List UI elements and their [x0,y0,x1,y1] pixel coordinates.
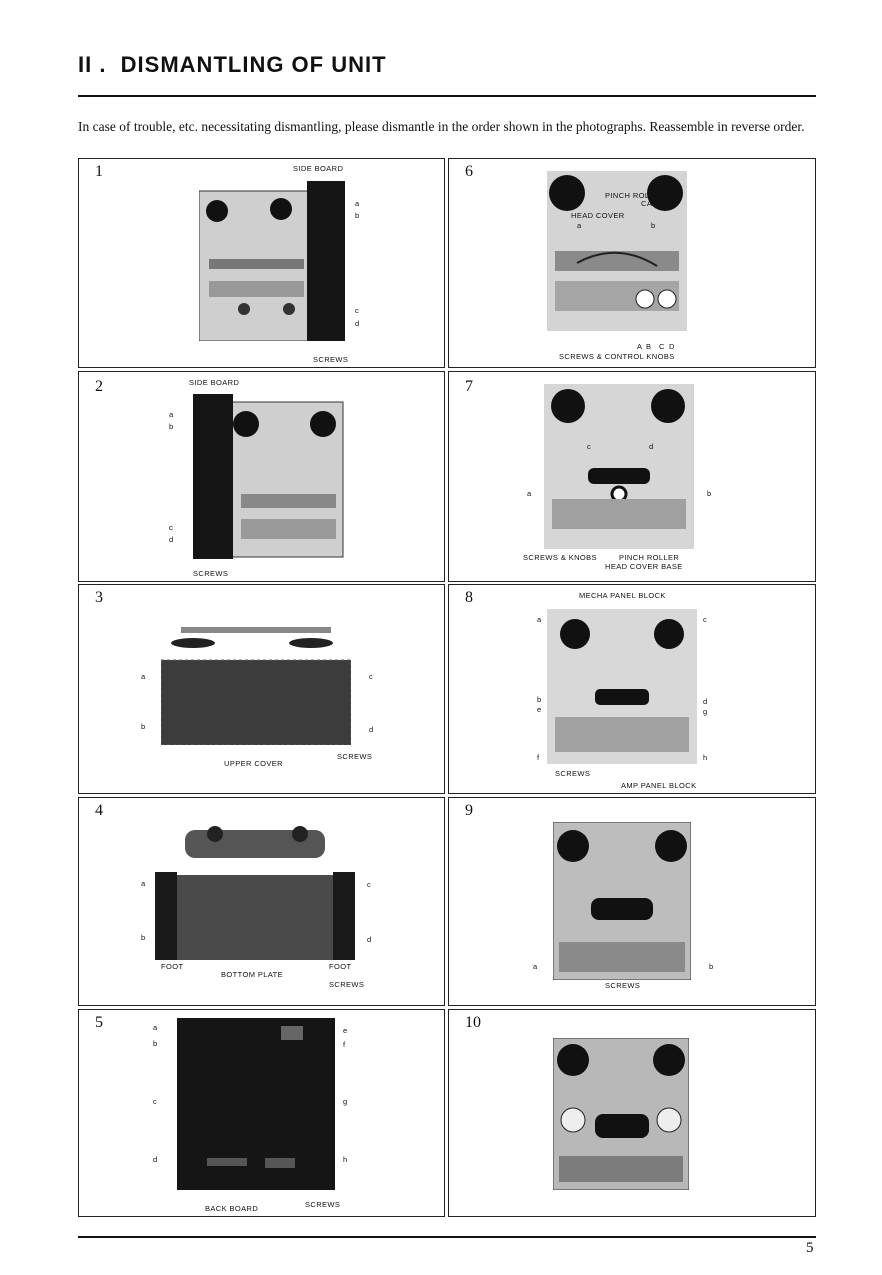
label-C: C [659,342,665,351]
head-cover-label: HEAD COVER [571,211,625,220]
amp-panel-label: AMP PANEL BLOCK [621,781,697,790]
label-h: h [703,753,708,762]
panel-10 [448,1009,816,1217]
panel-number: 4 [95,802,103,819]
screws-control-knobs-label: SCREWS & CONTROL KNOBS [559,352,675,361]
panel-5 [78,1009,445,1217]
deck-photo [553,1038,689,1190]
upper-cover-label: UPPER COVER [224,759,283,768]
label-g: g [703,707,708,716]
label-d: d [649,442,654,451]
label-b: b [651,221,656,230]
panel-9 [448,797,816,1006]
label-b: b [355,211,360,220]
panel-7 [448,371,816,582]
section-title: II . DISMANTLING OF UNIT [78,52,387,77]
panel-3 [78,584,445,794]
panel-number: 10 [465,1014,481,1031]
label-d: d [367,935,372,944]
label-e: e [537,705,542,714]
label-B: B [646,342,652,351]
screws-knobs-label: SCREWS & KNOBS [523,553,597,562]
label-c: c [153,1097,158,1106]
label-d: d [153,1155,158,1164]
mecha-panel-label: MECHA PANEL BLOCK [579,591,666,600]
label-f: f [343,1040,346,1049]
label-a: a [537,615,542,624]
header-rule [78,95,816,97]
panel-number: 3 [95,589,103,606]
label-b: b [141,722,146,731]
panel-4 [78,797,445,1006]
label-c: c [587,442,592,451]
cap-label: CAP [641,199,658,208]
label-b: b [169,422,174,431]
label-a: a [169,410,174,419]
label-a: a [577,221,582,230]
label-a: a [141,879,146,888]
label-A: A [637,342,643,351]
label-a: a [141,672,146,681]
label-b: b [707,489,712,498]
panel-number: 5 [95,1014,103,1031]
bottom-plate-label: BOTTOM PLATE [221,970,284,979]
label-e: e [343,1026,348,1035]
foot-right-label: FOOT [329,962,352,971]
deck-photo [155,820,355,960]
deck-photo [547,609,697,764]
screws-label: SCREWS [329,980,365,989]
label-c: c [169,523,174,532]
label-a: a [533,962,538,971]
deck-photo [161,615,351,745]
screws-label: SCREWS [555,769,591,778]
back-board-photo [177,1018,335,1190]
pinch-roller-label: PINCH ROLLER [619,553,680,562]
label-b: b [709,962,714,971]
side-board-label: SIDE BOARD [293,164,344,173]
screws-label: SCREWS [605,981,641,990]
label-d: d [169,535,174,544]
deck-photo [544,384,694,549]
label-g: g [343,1097,348,1106]
page-number: 5 [806,1240,814,1256]
label-d: d [355,319,360,328]
deck-photo [553,822,691,980]
panel-8 [448,584,816,794]
screws-label: SCREWS [313,355,349,364]
label-D: D [669,342,675,351]
intro-text: In case of trouble, etc. necessitating dismantling, please dismantle in the order shown in the photographs. Reassemble in reverse order. [78,119,805,134]
pinch-roller-label: PINCH ROLLER [605,191,666,200]
label-d: d [703,697,708,706]
screws-label: SCREWS [337,752,373,761]
label-a: a [153,1023,158,1032]
label-b: b [153,1039,158,1048]
deck-photo [199,181,359,341]
screws-label: SCREWS [193,569,229,578]
panel-number: 7 [465,378,473,395]
panel-number: 1 [95,163,103,180]
label-a: a [527,489,532,498]
panel-number: 2 [95,378,103,395]
label-c: c [703,615,708,624]
label-b: b [537,695,542,704]
screws-label: SCREWS [305,1200,341,1209]
panel-6 [448,158,816,368]
label-c: c [355,306,360,315]
label-c: c [369,672,374,681]
head-cover-base-label: HEAD COVER BASE [605,562,683,571]
label-c: c [367,880,372,889]
label-d: d [369,725,374,734]
label-f: f [537,753,540,762]
panel-1 [78,158,445,368]
side-board-label: SIDE BOARD [189,378,240,387]
deck-photo [193,394,353,559]
label-h: h [343,1155,348,1164]
label-b: b [141,933,146,942]
foot-left-label: FOOT [161,962,184,971]
panel-number: 8 [465,589,473,606]
panel-2 [78,371,445,582]
label-a: a [355,199,360,208]
back-board-label: BACK BOARD [205,1204,259,1213]
panel-number: 9 [465,802,473,819]
panel-number: 6 [465,163,473,180]
footer-rule [78,1236,816,1238]
